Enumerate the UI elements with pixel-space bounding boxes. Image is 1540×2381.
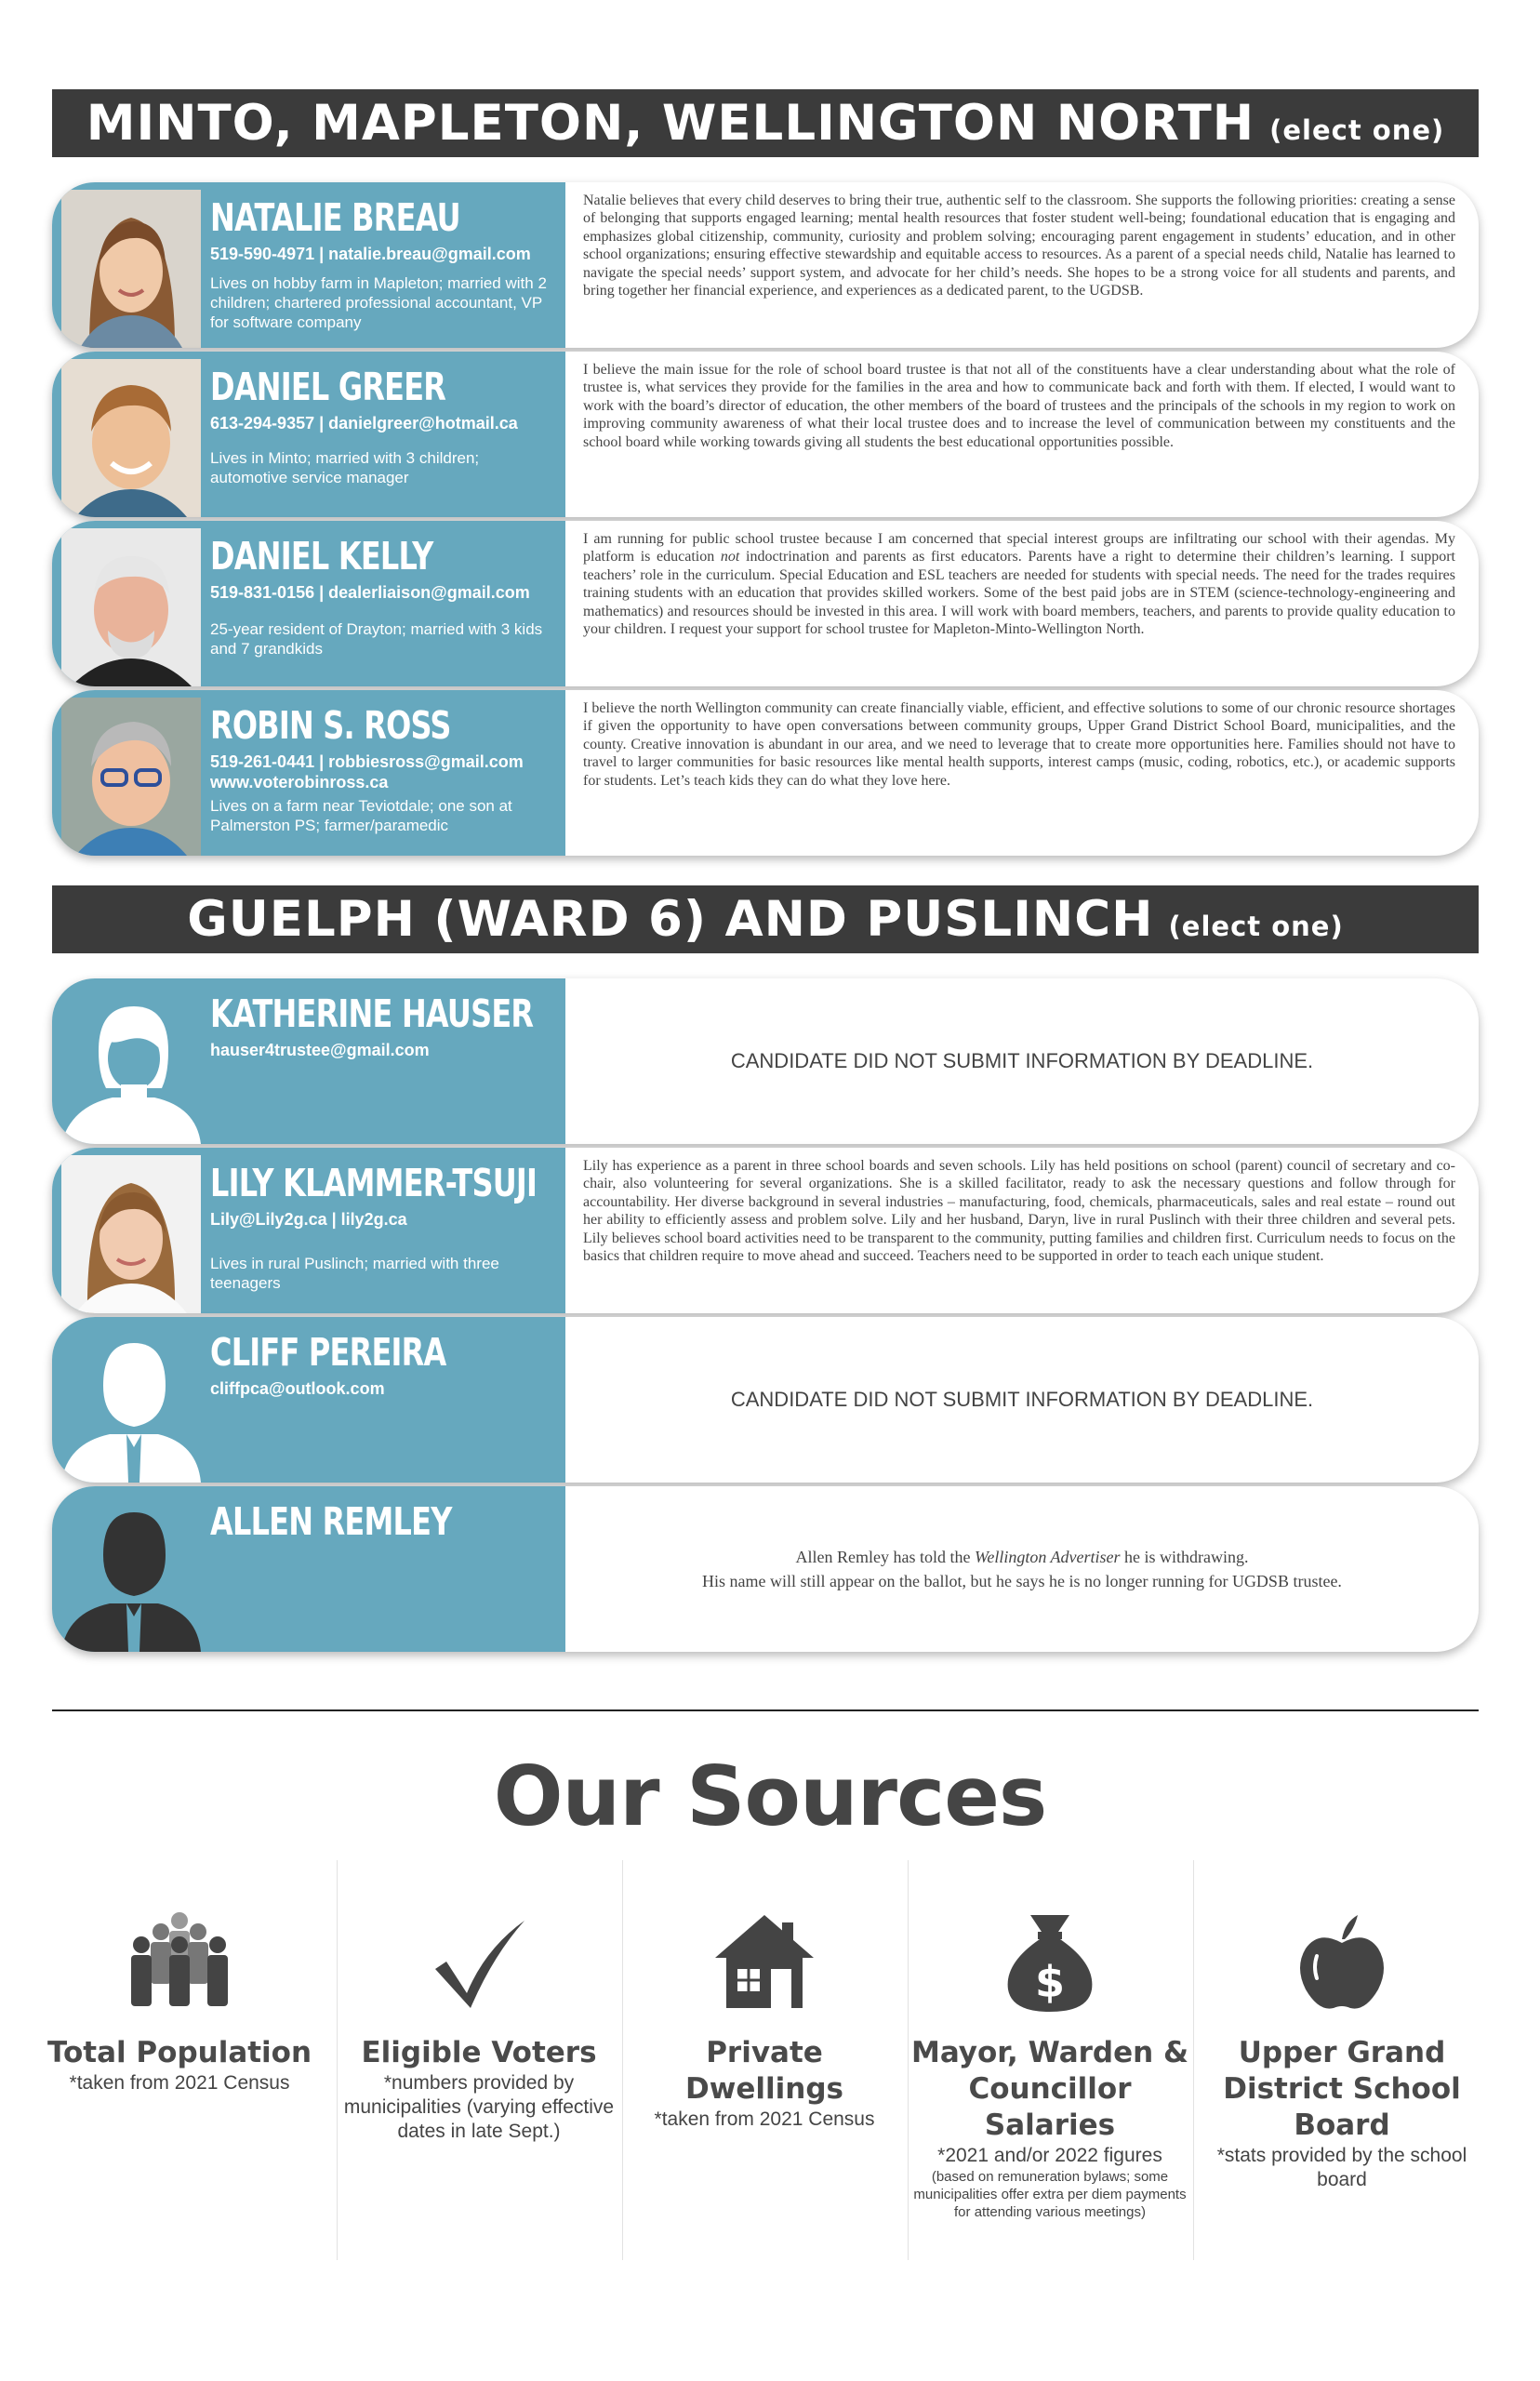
candidate-statement: I am running for public school trustee because I am concerned that special interest groups are infiltrating our school with their agendas. My platform is education not indoctrination and parents as first educators. Parents have a right to determine their children’s learning. I support teachers’ role in the curriculum. Special Education and ESL teachers are needed for students with special needs. The need for the trades requires training students with an education that provides skilled workers. Some of the best paid jobs are in STEM (science-technology-engineering and mathematics) and resources should be invested in this area. I will work with board members, teachers, and parents to provide quality education to your children. I request your support for school trustee for Mapleton-Minto-Wellington North. xyxy=(583,531,1456,638)
candidate-name: CLIFF PEREIRA xyxy=(210,1330,446,1375)
candidate-statement: I believe the north Wellington community can create financially viable, efficient, and effective solutions to some of our chronic resource shortages if given the opportunity to have open conversations between community groups, Upper Grand District School Board, municipalities, and the county. Creative innovation is abundant in our area, and we need to leverage that to create more opportunities here. Families should not have to travel to larger communities for basic resources like mental health supports, interest camps (music, coding, robotics, etc.), or academic supports for students. Let’s teach kids they can do what they love here. xyxy=(583,700,1455,789)
candidate-contact: 613-294-9357 | danielgreer@hotmail.ca xyxy=(210,414,518,432)
svg-text:$: $ xyxy=(1034,1957,1066,2007)
section-title: MINTO, MAPLETON, WELLINGTON NORTH xyxy=(86,95,1255,152)
column-separator xyxy=(1193,1860,1194,2260)
source-salaries xyxy=(908,1860,1192,2260)
candidate-bio: 25-year resident of Drayton; married with 3 kids and 7 grandkids xyxy=(210,620,543,658)
source-title: Upper Grand District School Board xyxy=(1223,2036,1461,2142)
money-bag-icon xyxy=(908,1897,1192,2028)
candidate-name: ROBIN S. ROSS xyxy=(210,703,451,748)
checkmark-icon xyxy=(337,1897,621,2028)
candidate-name: DANIEL KELLY xyxy=(210,534,433,579)
candidate-contact: 519-590-4971 | natalie.breau@gmail.com xyxy=(210,245,531,263)
candidate-name: NATALIE BREAU xyxy=(210,195,460,240)
candidate-card-robin-ross xyxy=(52,690,1479,856)
candidate-info-panel xyxy=(52,690,565,856)
candidate-bio: Lives on a farm near Teviotdale; one son at Palmerston PS; farmer/paramedic xyxy=(210,797,512,834)
section-title: GUELPH (WARD 6) AND PUSLINCH xyxy=(187,891,1154,948)
no-information-notice: CANDIDATE DID NOT SUBMIT INFORMATION BY DEADLINE. xyxy=(730,1388,1314,1411)
candidate-statement: Lily has experience as a parent in three school boards and seven schools. Lily has held positions on school (parent) council of secretary and co-chair, also volunteering for several organizations. She is a skilled facilitator, ready to ask the necessary questions and follow through for accountability. Her diverse background in several industries – manufacturing, food, chemicals, pharmaceuticals, sales and real estate – round out her ability to efficiently assess and problem solve. Lily and her husband, Daryn, live in rural Puslinch with their three children and several pets. Lily believes school board activities need to be transparent to the community, putting families and children first. Curriculum needs to focus on the basics that children require to move ahead and succeed. Teachers need to be supported in order to teach each unique student. xyxy=(583,1158,1455,1265)
candidate-website: www.voterobinross.ca xyxy=(210,773,389,791)
female-silhouette-icon xyxy=(61,986,201,1144)
section-divider xyxy=(52,1709,1479,1711)
candidate-statement: I believe the main issue for the role of school board trustee is that not all of the constituents have a clear understanding about what the role of trustee is, what services they provide for the families in the area and how to communicate back and forth with them. If elected, I would want to work with the board’s director of education, the other members of the board of trustees and the principals of the schools in my region to work on improving community awareness of what their local trustee does and to increase the level of communication between my constituents and the school board while working towards giving all students the best educational opportunities possible. xyxy=(583,362,1455,450)
candidate-card-natalie-breau xyxy=(52,182,1479,348)
candidate-photo xyxy=(61,528,201,686)
no-information-notice: CANDIDATE DID NOT SUBMIT INFORMATION BY DEADLINE. xyxy=(730,1049,1314,1072)
candidate-bio: Lives in Minto; married with 3 children; automotive service manager xyxy=(210,449,480,486)
candidate-info-panel xyxy=(52,978,565,1144)
candidate-info-panel xyxy=(52,352,565,517)
candidate-card-allen-remley xyxy=(52,1486,1479,1652)
candidate-card-daniel-greer xyxy=(52,352,1479,517)
candidate-name: LILY KLAMMER-TSUJI xyxy=(210,1161,538,1205)
apple-icon xyxy=(1200,1897,1484,2028)
candidate-contact: Lily@Lily2g.ca | lily2g.ca xyxy=(210,1210,407,1229)
source-note: *taken from 2021 Census xyxy=(654,2108,875,2130)
source-title: Mayor, Warden & Councillor Salaries xyxy=(910,2036,1189,2142)
male-silhouette-dark-icon xyxy=(61,1494,201,1652)
candidate-name: ALLEN REMLEY xyxy=(210,1499,452,1544)
sources-heading: Our Sources xyxy=(493,1749,1047,1844)
candidate-info-panel xyxy=(52,1486,565,1652)
candidate-info-panel xyxy=(52,1317,565,1483)
candidate-card-katherine-hauser xyxy=(52,978,1479,1144)
male-silhouette-icon xyxy=(61,1324,201,1483)
source-note: *2021 and/or 2022 figures xyxy=(937,2145,1162,2166)
section-header-guelph xyxy=(52,885,1479,953)
elect-note: (elect one) xyxy=(1168,910,1344,942)
candidate-contact: 519-831-0156 | dealerliaison@gmail.com xyxy=(210,583,530,602)
source-title: Private Dwellings xyxy=(685,2036,843,2106)
candidate-contact: hauser4trustee@gmail.com xyxy=(210,1041,430,1059)
candidate-contact: 519-261-0441 | robbiesross@gmail.com www.voterobinross.ca xyxy=(210,752,524,791)
source-note: *numbers provided by municipalities (varying effective dates in late Sept.) xyxy=(343,2072,615,2142)
candidate-info-panel xyxy=(52,182,565,348)
candidate-info-panel xyxy=(52,521,565,686)
source-fine-print: (based on remuneration bylaws; some municipalities offer extra per diem payments for attending various meetings) xyxy=(913,2169,1187,2220)
source-note: *taken from 2021 Census xyxy=(69,2072,290,2094)
candidate-photo xyxy=(61,698,201,856)
source-note: *stats provided by the school board xyxy=(1216,2145,1467,2190)
elect-note: (elect one) xyxy=(1269,113,1445,146)
candidate-bio: Lives on hobby farm in Mapleton; married with 2 children; chartered professional accountant, VP for software company xyxy=(210,274,547,331)
candidate-name: DANIEL GREER xyxy=(210,365,446,409)
source-total-population xyxy=(37,1860,322,2260)
candidate-contact: cliffpca@outlook.com xyxy=(210,1379,385,1398)
candidate-card-cliff-pereira xyxy=(52,1317,1479,1483)
source-private-dwellings xyxy=(622,1860,907,2260)
candidate-bio: Lives in rural Puslinch; married with three teenagers xyxy=(210,1255,499,1292)
people-icon xyxy=(37,1897,322,2028)
source-eligible-voters xyxy=(337,1860,621,2260)
source-school-board xyxy=(1200,1860,1484,2260)
candidate-photo xyxy=(61,359,201,517)
house-icon xyxy=(622,1897,907,2028)
candidate-card-daniel-kelly xyxy=(52,521,1479,686)
candidate-card-lily-klammer-tsuji xyxy=(52,1148,1479,1313)
candidate-name: KATHERINE HAUSER xyxy=(210,991,534,1036)
candidate-photo xyxy=(61,1155,201,1313)
source-title: Total Population xyxy=(46,2036,312,2069)
candidate-info-panel xyxy=(52,1148,565,1313)
candidate-statement: Natalie believes that every child deserves to bring their true, authentic self to the classroom. She supports the following priorities: creating a sense of belonging that supports engaged learning; mental health resources that foster student well-being; foundational education that is engaging and emphasizes global citizenship, community, curiosity and problem solving; encouraging parent engagement in students’ education, and in other school organizations; ensuring effective stewardship and equitable access to resources. As a parent of a special needs child, Natalie has learned to navigate the special needs’ support system, and advocate for her child’s needs. She hopes to be a strong voice for all students and parents, and bring together her financial experience, and experiences as a dedicated parent, to the UGDSB. xyxy=(583,193,1455,299)
section-header-north xyxy=(52,89,1479,157)
withdrawal-notice: Allen Remley has told the Wellington Advertiser he is withdrawing. His name will still appear on the ballot, but he says he is no longer running for UGDSB trustee. xyxy=(702,1548,1342,1590)
candidate-photo xyxy=(61,190,201,348)
source-title: Eligible Voters xyxy=(361,2036,597,2069)
